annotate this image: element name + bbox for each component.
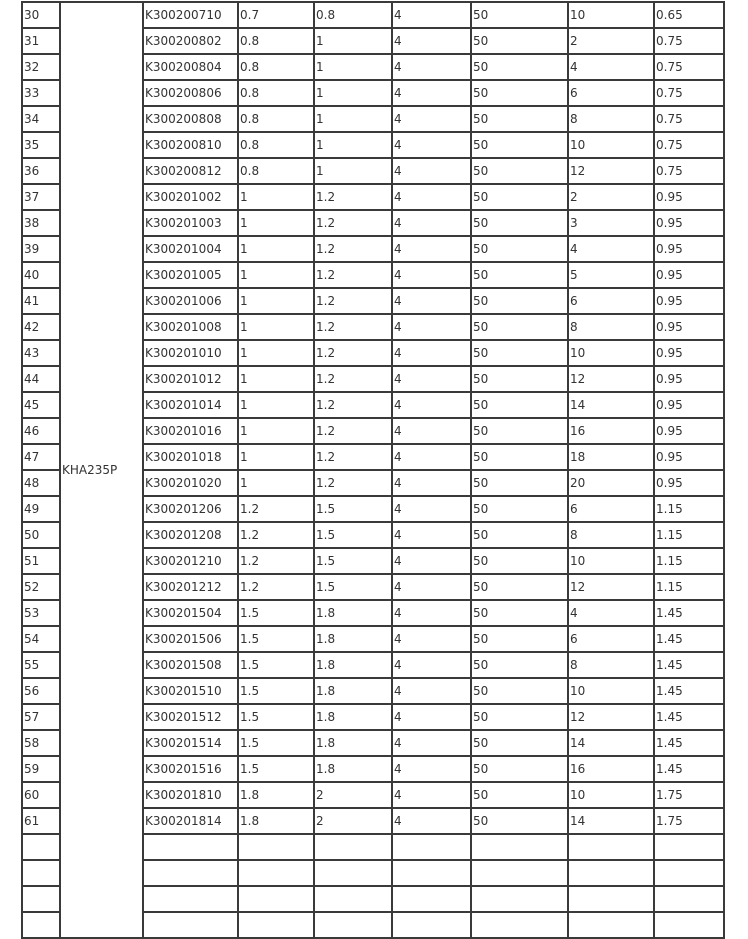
product-code-cell: K300201512 — [143, 704, 238, 730]
value-b-cell: 1.2 — [314, 418, 392, 444]
row-number-cell: 31 — [22, 28, 60, 54]
product-code-cell: K300200802 — [143, 28, 238, 54]
value-c-cell: 4 — [392, 28, 471, 54]
row-number-cell: 55 — [22, 652, 60, 678]
value-e-cell: 6 — [568, 496, 654, 522]
value-c-cell: 4 — [392, 470, 471, 496]
value-c-cell: 4 — [392, 626, 471, 652]
value-c-cell: 4 — [392, 366, 471, 392]
value-c-cell: 4 — [392, 236, 471, 262]
offscreen-cell — [314, 912, 392, 938]
row-number-cell: 35 — [22, 132, 60, 158]
value-c-cell: 4 — [392, 262, 471, 288]
value-c-cell: 4 — [392, 496, 471, 522]
product-code-cell: K300201506 — [143, 626, 238, 652]
row-number-cell: 58 — [22, 730, 60, 756]
value-f-cell: 0.75 — [654, 106, 724, 132]
offscreen-cell — [143, 860, 238, 886]
value-a-cell: 1 — [238, 392, 314, 418]
value-f-cell: 1.45 — [654, 756, 724, 782]
product-code-cell: K300201016 — [143, 418, 238, 444]
offscreen-cell — [238, 912, 314, 938]
product-code-cell: K300201014 — [143, 392, 238, 418]
row-number-cell: 54 — [22, 626, 60, 652]
value-e-cell: 12 — [568, 574, 654, 600]
value-b-cell: 1 — [314, 106, 392, 132]
product-code-cell: K300201002 — [143, 184, 238, 210]
value-f-cell: 0.95 — [654, 418, 724, 444]
product-spec-table — [21, 1, 725, 939]
value-c-cell: 4 — [392, 392, 471, 418]
offscreen-cell — [314, 886, 392, 912]
offscreen-cell — [238, 860, 314, 886]
product-code-cell: K300201508 — [143, 652, 238, 678]
value-a-cell: 1 — [238, 184, 314, 210]
value-d-cell: 50 — [471, 158, 568, 184]
product-code-cell: K300201510 — [143, 678, 238, 704]
value-a-cell: 1.5 — [238, 600, 314, 626]
row-number-cell: 57 — [22, 704, 60, 730]
value-a-cell: 0.8 — [238, 158, 314, 184]
value-b-cell: 1.5 — [314, 522, 392, 548]
value-a-cell: 1.8 — [238, 808, 314, 834]
product-code-cell: K300201008 — [143, 314, 238, 340]
value-f-cell: 0.65 — [654, 2, 724, 28]
row-number-cell: 48 — [22, 470, 60, 496]
offscreen-cell — [654, 860, 724, 886]
value-f-cell: 0.95 — [654, 184, 724, 210]
value-b-cell: 1 — [314, 80, 392, 106]
product-code-cell: K300201516 — [143, 756, 238, 782]
value-a-cell: 0.8 — [238, 106, 314, 132]
value-d-cell: 50 — [471, 236, 568, 262]
offscreen-cell — [654, 912, 724, 938]
value-a-cell: 1.5 — [238, 626, 314, 652]
value-d-cell: 50 — [471, 808, 568, 834]
value-c-cell: 4 — [392, 756, 471, 782]
value-f-cell: 0.95 — [654, 340, 724, 366]
offscreen-cell — [143, 834, 238, 860]
value-d-cell: 50 — [471, 444, 568, 470]
row-number-cell: 51 — [22, 548, 60, 574]
offscreen-cell — [314, 860, 392, 886]
value-a-cell: 1 — [238, 444, 314, 470]
value-a-cell: 1.2 — [238, 496, 314, 522]
value-d-cell: 50 — [471, 288, 568, 314]
product-code-cell: K300200808 — [143, 106, 238, 132]
value-a-cell: 1 — [238, 340, 314, 366]
offscreen-cell — [392, 912, 471, 938]
value-d-cell: 50 — [471, 470, 568, 496]
value-e-cell: 14 — [568, 808, 654, 834]
value-b-cell: 1.2 — [314, 444, 392, 470]
product-code-cell: K300201005 — [143, 262, 238, 288]
value-f-cell: 0.95 — [654, 236, 724, 262]
model-cell: KHA235P — [60, 2, 143, 938]
row-number-cell: 30 — [22, 2, 60, 28]
value-b-cell: 1.2 — [314, 184, 392, 210]
offscreen-cell — [392, 834, 471, 860]
row-number-cell: 56 — [22, 678, 60, 704]
value-b-cell: 1.2 — [314, 236, 392, 262]
value-a-cell: 1 — [238, 210, 314, 236]
value-c-cell: 4 — [392, 782, 471, 808]
value-a-cell: 1.2 — [238, 522, 314, 548]
product-code-cell: K300201514 — [143, 730, 238, 756]
value-d-cell: 50 — [471, 184, 568, 210]
product-code-cell: K300201212 — [143, 574, 238, 600]
offscreen-cell — [654, 886, 724, 912]
value-f-cell: 1.45 — [654, 600, 724, 626]
offscreen-cell — [568, 834, 654, 860]
row-number-cell: 59 — [22, 756, 60, 782]
value-a-cell: 1.5 — [238, 730, 314, 756]
product-code-cell: K300201004 — [143, 236, 238, 262]
offscreen-cell — [238, 834, 314, 860]
value-f-cell: 1.45 — [654, 704, 724, 730]
value-b-cell: 0.8 — [314, 2, 392, 28]
product-code-cell: K300200710 — [143, 2, 238, 28]
value-f-cell: 1.15 — [654, 496, 724, 522]
value-c-cell: 4 — [392, 444, 471, 470]
value-c-cell: 4 — [392, 600, 471, 626]
value-b-cell: 1 — [314, 54, 392, 80]
row-number-cell: 50 — [22, 522, 60, 548]
value-a-cell: 0.8 — [238, 80, 314, 106]
value-c-cell: 4 — [392, 548, 471, 574]
value-f-cell: 0.95 — [654, 314, 724, 340]
value-d-cell: 50 — [471, 132, 568, 158]
product-code-cell: K300201020 — [143, 470, 238, 496]
value-a-cell: 1 — [238, 470, 314, 496]
table-body — [22, 2, 724, 938]
value-c-cell: 4 — [392, 652, 471, 678]
value-d-cell: 50 — [471, 782, 568, 808]
value-f-cell: 0.95 — [654, 392, 724, 418]
value-e-cell: 5 — [568, 262, 654, 288]
value-f-cell: 1.75 — [654, 782, 724, 808]
offscreen-cell — [22, 860, 60, 886]
value-f-cell: 1.15 — [654, 522, 724, 548]
value-d-cell: 50 — [471, 210, 568, 236]
row-number-cell: 34 — [22, 106, 60, 132]
row-number-cell: 46 — [22, 418, 60, 444]
offscreen-cell — [314, 834, 392, 860]
value-f-cell: 0.95 — [654, 288, 724, 314]
table-row — [22, 2, 724, 28]
value-a-cell: 0.7 — [238, 2, 314, 28]
value-b-cell: 1 — [314, 158, 392, 184]
value-c-cell: 4 — [392, 678, 471, 704]
value-e-cell: 8 — [568, 522, 654, 548]
offscreen-cell — [568, 860, 654, 886]
value-b-cell: 2 — [314, 782, 392, 808]
value-b-cell: 1.8 — [314, 730, 392, 756]
offscreen-cell — [568, 912, 654, 938]
product-code-cell: K300201504 — [143, 600, 238, 626]
value-e-cell: 4 — [568, 54, 654, 80]
row-number-cell: 33 — [22, 80, 60, 106]
offscreen-cell — [22, 912, 60, 938]
value-f-cell: 1.75 — [654, 808, 724, 834]
value-c-cell: 4 — [392, 418, 471, 444]
product-code-cell: K300201814 — [143, 808, 238, 834]
value-d-cell: 50 — [471, 314, 568, 340]
value-e-cell: 10 — [568, 782, 654, 808]
offscreen-cell — [22, 886, 60, 912]
row-number-cell: 38 — [22, 210, 60, 236]
value-e-cell: 6 — [568, 626, 654, 652]
value-d-cell: 50 — [471, 730, 568, 756]
value-f-cell: 0.95 — [654, 366, 724, 392]
value-b-cell: 1.2 — [314, 288, 392, 314]
value-b-cell: 1.8 — [314, 678, 392, 704]
value-c-cell: 4 — [392, 132, 471, 158]
value-b-cell: 2 — [314, 808, 392, 834]
offscreen-cell — [471, 886, 568, 912]
product-code-cell: K300201010 — [143, 340, 238, 366]
value-f-cell: 1.15 — [654, 548, 724, 574]
value-a-cell: 0.8 — [238, 54, 314, 80]
value-a-cell: 1.2 — [238, 574, 314, 600]
value-d-cell: 50 — [471, 80, 568, 106]
value-f-cell: 0.75 — [654, 28, 724, 54]
value-f-cell: 0.75 — [654, 132, 724, 158]
value-f-cell: 0.95 — [654, 210, 724, 236]
value-a-cell: 1.5 — [238, 678, 314, 704]
value-a-cell: 0.8 — [238, 132, 314, 158]
value-a-cell: 1 — [238, 262, 314, 288]
value-c-cell: 4 — [392, 704, 471, 730]
value-c-cell: 4 — [392, 106, 471, 132]
value-d-cell: 50 — [471, 106, 568, 132]
value-b-cell: 1.2 — [314, 314, 392, 340]
value-a-cell: 1 — [238, 418, 314, 444]
value-c-cell: 4 — [392, 158, 471, 184]
offscreen-cell — [568, 886, 654, 912]
value-e-cell: 16 — [568, 756, 654, 782]
value-e-cell: 14 — [568, 730, 654, 756]
product-code-cell: K300200812 — [143, 158, 238, 184]
value-e-cell: 20 — [568, 470, 654, 496]
product-code-cell: K300201018 — [143, 444, 238, 470]
row-number-cell: 53 — [22, 600, 60, 626]
value-b-cell: 1.5 — [314, 574, 392, 600]
product-code-cell: K300201210 — [143, 548, 238, 574]
row-number-cell: 36 — [22, 158, 60, 184]
value-e-cell: 10 — [568, 548, 654, 574]
value-c-cell: 4 — [392, 808, 471, 834]
value-d-cell: 50 — [471, 548, 568, 574]
value-e-cell: 10 — [568, 2, 654, 28]
value-c-cell: 4 — [392, 80, 471, 106]
value-e-cell: 8 — [568, 652, 654, 678]
value-a-cell: 1 — [238, 288, 314, 314]
value-e-cell: 6 — [568, 80, 654, 106]
value-b-cell: 1.2 — [314, 392, 392, 418]
value-c-cell: 4 — [392, 2, 471, 28]
value-a-cell: 1 — [238, 366, 314, 392]
value-b-cell: 1.8 — [314, 626, 392, 652]
value-c-cell: 4 — [392, 210, 471, 236]
value-e-cell: 4 — [568, 236, 654, 262]
value-f-cell: 0.95 — [654, 444, 724, 470]
value-b-cell: 1.2 — [314, 470, 392, 496]
offscreen-cell — [143, 886, 238, 912]
value-e-cell: 6 — [568, 288, 654, 314]
row-number-cell: 42 — [22, 314, 60, 340]
product-code-cell: K300201012 — [143, 366, 238, 392]
value-a-cell: 1.5 — [238, 652, 314, 678]
value-b-cell: 1.5 — [314, 496, 392, 522]
value-e-cell: 2 — [568, 184, 654, 210]
row-number-cell: 60 — [22, 782, 60, 808]
value-e-cell: 8 — [568, 106, 654, 132]
value-a-cell: 0.8 — [238, 28, 314, 54]
product-code-cell: K300201006 — [143, 288, 238, 314]
value-e-cell: 10 — [568, 340, 654, 366]
value-f-cell: 0.75 — [654, 80, 724, 106]
value-d-cell: 50 — [471, 496, 568, 522]
offscreen-cell — [392, 860, 471, 886]
row-number-cell: 44 — [22, 366, 60, 392]
row-number-cell: 37 — [22, 184, 60, 210]
value-b-cell: 1.2 — [314, 366, 392, 392]
value-b-cell: 1.5 — [314, 548, 392, 574]
value-b-cell: 1.8 — [314, 756, 392, 782]
value-d-cell: 50 — [471, 54, 568, 80]
value-a-cell: 1.5 — [238, 704, 314, 730]
value-b-cell: 1.8 — [314, 704, 392, 730]
value-d-cell: 50 — [471, 28, 568, 54]
value-d-cell: 50 — [471, 366, 568, 392]
offscreen-cell — [143, 912, 238, 938]
value-e-cell: 10 — [568, 678, 654, 704]
value-a-cell: 1.5 — [238, 756, 314, 782]
row-number-cell: 49 — [22, 496, 60, 522]
value-d-cell: 50 — [471, 652, 568, 678]
value-c-cell: 4 — [392, 730, 471, 756]
value-f-cell: 0.75 — [654, 54, 724, 80]
value-b-cell: 1.8 — [314, 652, 392, 678]
value-e-cell: 12 — [568, 366, 654, 392]
value-b-cell: 1.2 — [314, 262, 392, 288]
value-b-cell: 1.2 — [314, 210, 392, 236]
row-number-cell: 47 — [22, 444, 60, 470]
value-e-cell: 16 — [568, 418, 654, 444]
value-e-cell: 8 — [568, 314, 654, 340]
value-c-cell: 4 — [392, 288, 471, 314]
value-d-cell: 50 — [471, 522, 568, 548]
value-c-cell: 4 — [392, 574, 471, 600]
value-f-cell: 1.45 — [654, 652, 724, 678]
product-code-cell: K300201206 — [143, 496, 238, 522]
offscreen-cell — [654, 834, 724, 860]
value-a-cell: 1 — [238, 236, 314, 262]
value-c-cell: 4 — [392, 54, 471, 80]
value-b-cell: 1 — [314, 132, 392, 158]
value-e-cell: 10 — [568, 132, 654, 158]
value-f-cell: 1.15 — [654, 574, 724, 600]
row-number-cell: 39 — [22, 236, 60, 262]
value-b-cell: 1.2 — [314, 340, 392, 366]
row-number-cell: 40 — [22, 262, 60, 288]
value-d-cell: 50 — [471, 704, 568, 730]
value-c-cell: 4 — [392, 340, 471, 366]
value-e-cell: 3 — [568, 210, 654, 236]
value-f-cell: 0.95 — [654, 262, 724, 288]
value-e-cell: 4 — [568, 600, 654, 626]
value-d-cell: 50 — [471, 756, 568, 782]
row-number-cell: 52 — [22, 574, 60, 600]
product-code-cell: K300200804 — [143, 54, 238, 80]
value-f-cell: 0.95 — [654, 470, 724, 496]
product-code-cell: K300200806 — [143, 80, 238, 106]
value-d-cell: 50 — [471, 418, 568, 444]
offscreen-cell — [471, 860, 568, 886]
value-e-cell: 12 — [568, 704, 654, 730]
value-d-cell: 50 — [471, 678, 568, 704]
offscreen-cell — [392, 886, 471, 912]
value-a-cell: 1.8 — [238, 782, 314, 808]
value-e-cell: 14 — [568, 392, 654, 418]
row-number-cell: 32 — [22, 54, 60, 80]
value-c-cell: 4 — [392, 522, 471, 548]
value-d-cell: 50 — [471, 340, 568, 366]
offscreen-cell — [22, 834, 60, 860]
value-b-cell: 1 — [314, 28, 392, 54]
product-code-cell: K300201810 — [143, 782, 238, 808]
value-d-cell: 50 — [471, 262, 568, 288]
offscreen-cell — [471, 912, 568, 938]
product-code-cell: K300201003 — [143, 210, 238, 236]
row-number-cell: 41 — [22, 288, 60, 314]
value-f-cell: 1.45 — [654, 626, 724, 652]
value-d-cell: 50 — [471, 600, 568, 626]
value-a-cell: 1 — [238, 314, 314, 340]
value-b-cell: 1.8 — [314, 600, 392, 626]
value-f-cell: 1.45 — [654, 730, 724, 756]
value-e-cell: 12 — [568, 158, 654, 184]
product-code-cell: K300201208 — [143, 522, 238, 548]
value-a-cell: 1.2 — [238, 548, 314, 574]
spec-table-container — [21, 1, 725, 939]
row-number-cell: 43 — [22, 340, 60, 366]
product-code-cell: K300200810 — [143, 132, 238, 158]
value-d-cell: 50 — [471, 2, 568, 28]
value-e-cell: 2 — [568, 28, 654, 54]
value-c-cell: 4 — [392, 314, 471, 340]
value-f-cell: 1.45 — [654, 678, 724, 704]
value-e-cell: 18 — [568, 444, 654, 470]
value-d-cell: 50 — [471, 626, 568, 652]
offscreen-cell — [238, 886, 314, 912]
offscreen-cell — [471, 834, 568, 860]
row-number-cell: 45 — [22, 392, 60, 418]
value-f-cell: 0.75 — [654, 158, 724, 184]
value-d-cell: 50 — [471, 392, 568, 418]
value-d-cell: 50 — [471, 574, 568, 600]
row-number-cell: 61 — [22, 808, 60, 834]
value-c-cell: 4 — [392, 184, 471, 210]
